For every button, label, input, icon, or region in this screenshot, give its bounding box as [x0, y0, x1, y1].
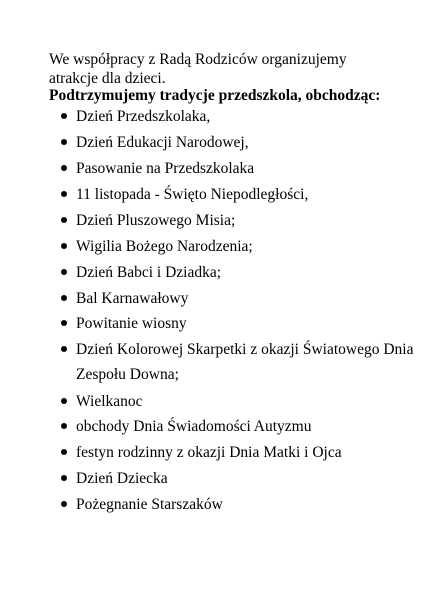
intro-paragraph: We współpracy z Radą Rodziców organizujemy atrakcje dla dzieci. — [49, 51, 347, 87]
list-item — [76, 234, 396, 259]
bullet-icon — [61, 269, 67, 275]
list-item-text: obchody Dnia Świadomości Autyzmu — [76, 418, 312, 435]
list-item-text: Dzień Pluszowego Misia; — [76, 212, 236, 229]
list-item-text: Wielkanoc — [76, 393, 143, 410]
list-item-text: Dzień Edukacji Narodowej, — [76, 134, 249, 151]
list-item — [76, 466, 396, 491]
list-item — [76, 156, 396, 181]
list-item — [76, 208, 396, 233]
list-item-text: Dzień Dziecka — [76, 470, 168, 487]
list-item-text: Dzień Babci i Dziadka; — [76, 264, 222, 281]
list-item-text: Dzień Kolorowej Skarpetki z okazji Światowego Dnia — [76, 341, 414, 358]
bullet-icon — [61, 165, 67, 171]
list-item — [76, 311, 396, 336]
bullet-icon — [61, 501, 67, 507]
list-item-text: 11 listopada - Święto Niepodległości, — [76, 186, 309, 203]
list-item — [76, 389, 396, 414]
bullet-icon — [61, 243, 67, 249]
list-item-continuation: Zespołu Downa; — [76, 366, 179, 383]
list-item — [76, 440, 396, 465]
bullet-icon — [61, 217, 67, 223]
list-item-text: Powitanie wiosny — [76, 315, 187, 332]
bullet-icon — [61, 449, 67, 455]
list-item-text: Bal Karnawałowy — [76, 290, 189, 307]
bullet-icon — [61, 346, 67, 352]
list-item-text: Pożegnanie Starszaków — [76, 496, 223, 513]
list-item — [76, 414, 396, 439]
bullet-icon — [61, 423, 67, 429]
bullet-icon — [61, 320, 67, 326]
list-item — [76, 492, 396, 517]
list-item — [76, 182, 396, 207]
bullet-icon — [61, 295, 67, 301]
list-item — [76, 260, 396, 285]
list-item-text: Pasowanie na Przedszkolaka — [76, 160, 255, 177]
list-item-text: Wigilia Bożego Narodzenia; — [76, 238, 253, 255]
bullet-icon — [61, 139, 67, 145]
list-item — [76, 130, 396, 155]
list-item — [76, 286, 396, 311]
section-heading: Podtrzymujemy tradycje przedszkola, obchodząc: — [49, 87, 381, 104]
list-item-text: Dzień Przedszkolaka, — [76, 108, 211, 125]
list-item — [76, 337, 414, 387]
bullet-icon — [61, 475, 67, 481]
bullet-icon — [61, 398, 67, 404]
list-item — [76, 104, 396, 129]
bullet-icon — [61, 113, 67, 119]
list-item-text: festyn rodzinny z okazji Dnia Matki i Ojca — [76, 444, 342, 461]
bullet-icon — [61, 191, 67, 197]
